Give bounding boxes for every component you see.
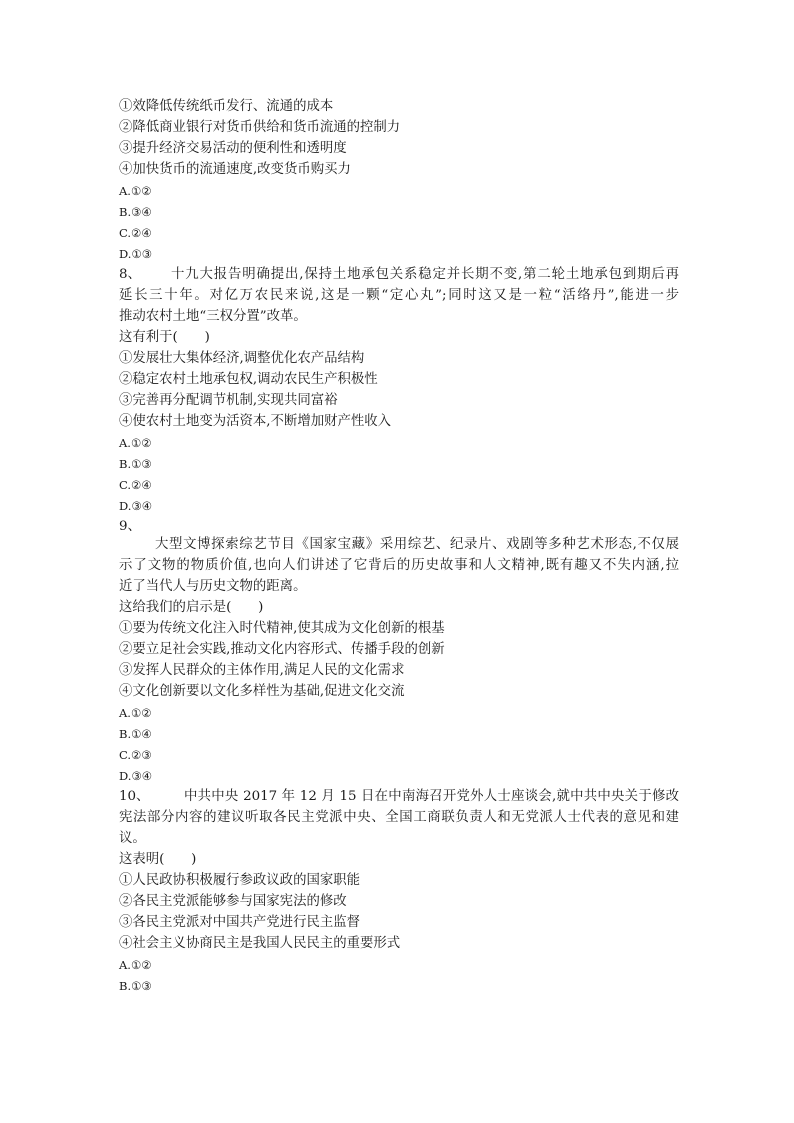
q8-stem-line-1: 十九大报告明确提出,保持土地承包关系稳定并长期不变,第二轮土地承包到期后再	[171, 267, 679, 282]
q10-item-4: ④社会主义协商民主是我国人民民主的重要形式	[119, 936, 401, 951]
q8-prompt: 这有利于( )	[119, 330, 210, 345]
q10-prompt: 这表明( )	[119, 852, 197, 867]
q10-item-2: ②各民主党派能够参与国家宪法的修改	[119, 894, 347, 909]
q10-stem-line-1: 中共中央 2017 年 12 月 15 日在中南海召开党外人士座谈会,就中共中央关于修改	[184, 789, 679, 804]
q8-option-c: C.②④	[119, 478, 152, 492]
q10-item-3: ③各民主党派对中国共产党进行民主监督	[119, 915, 361, 930]
q9-stem-line-1: 大型文博探索综艺节目《国家宝藏》采用综艺、纪录片、戏剧等多种艺术形态,不仅展	[155, 537, 679, 552]
q9-item-4: ④文化创新要以文化多样性为基础,促进文化交流	[119, 684, 405, 699]
q10-number: 10、	[119, 789, 150, 804]
q9-option-a: A.①②	[119, 706, 152, 720]
q8-option-a: A.①②	[119, 436, 152, 450]
q8-item-4: ④使农村土地变为活资本,不断增加财产性收入	[119, 414, 392, 429]
q9-stem-line-3: 近了当代人与历史文物的距离。	[119, 579, 307, 594]
q9-item-3: ③发挥人民群众的主体作用,满足人民的文化需求	[119, 663, 405, 678]
q9-item-2: ②要立足社会实践,推动文化内容形式、传播手段的创新	[119, 642, 445, 657]
q8-option-b: B.①③	[119, 457, 152, 471]
q7-option-c: C.②④	[119, 226, 152, 240]
q7-option-a: A.①②	[119, 184, 152, 198]
q9-stem-line-2: 示了文物的物质价值,也向人们讲述了它背后的历史故事和人文精神,既有趣又不失内涵,拉	[119, 558, 679, 573]
q8-number: 8、	[119, 267, 141, 282]
q8-option-d: D.③④	[119, 499, 153, 513]
q7-option-d: D.①③	[119, 247, 153, 261]
q10-option-b: B.①③	[119, 979, 152, 993]
q7-item-2: ②降低商业银行对货币供给和货币流通的控制力	[119, 120, 401, 135]
q9-item-1: ①要为传统文化注入时代精神,使其成为文化创新的根基	[119, 621, 445, 636]
q9-option-b: B.①④	[119, 727, 152, 741]
q10-option-a: A.①②	[119, 958, 152, 972]
q8-stem-line-3: 推动农村土地“三权分置”改革。	[119, 309, 307, 324]
q8-stem-line-2: 延长三十年。对亿万农民来说,这是一颗“定心丸”;同时这又是一粒“活络丹”,能进一步	[119, 288, 679, 303]
q9-prompt: 这给我们的启示是( )	[119, 600, 264, 615]
q10-stem-line-3: 议。	[119, 831, 146, 846]
q8-item-1: ①发展壮大集体经济,调整优化农产品结构	[119, 351, 365, 366]
q7-item-4: ④加快货币的流通速度,改变货币购买力	[119, 162, 351, 177]
q10-item-1: ①人民政协积极履行参政议政的国家职能	[119, 873, 361, 888]
q8-item-3: ③完善再分配调节机制,实现共同富裕	[119, 393, 338, 408]
q10-stem-line-2: 宪法部分内容的建议听取各民主党派中央、全国工商联负责人和无党派人士代表的意见和建	[119, 810, 679, 825]
q7-item-1: ①效降低传统纸币发行、流通的成本	[119, 99, 334, 114]
q9-option-d: D.③④	[119, 769, 153, 783]
q9-option-c: C.②③	[119, 748, 152, 762]
q8-item-2: ②稳定农村土地承包权,调动农民生产积极性	[119, 372, 378, 387]
q7-option-b: B.③④	[119, 205, 152, 219]
q9-number: 9、	[119, 519, 141, 534]
q7-item-3: ③提升经济交易活动的便利性和透明度	[119, 141, 347, 156]
